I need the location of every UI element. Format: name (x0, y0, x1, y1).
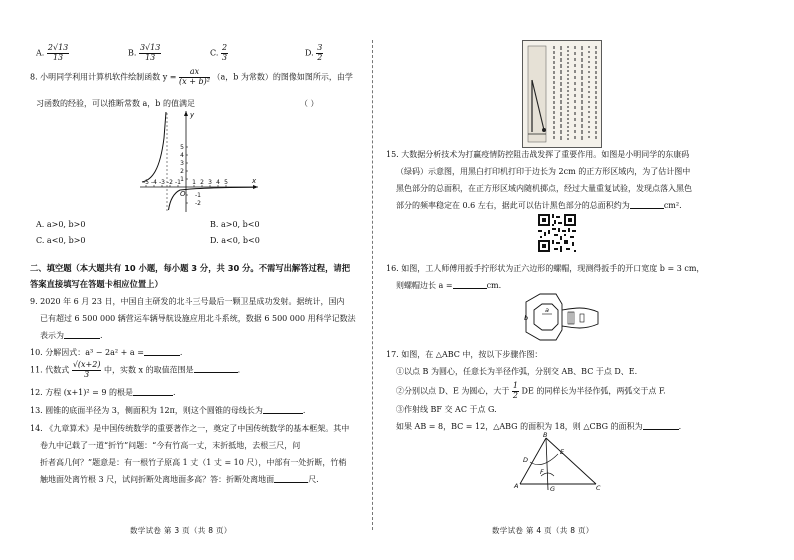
q17-line1: 17. 如图，在 △ABC 中，按以下步骤作图： (386, 350, 543, 359)
q8-option-a: A. a>0, b>0 (36, 220, 86, 229)
y-tick-label: 1 (180, 176, 184, 183)
q8-answer-paren: （ ） (300, 99, 319, 108)
q16-answer-blank[interactable] (453, 281, 487, 289)
y-tick-label: 4 (180, 152, 184, 159)
q9-line1: 9. 2020 年 6 月 23 日，中国自主研发的北斗三号最后一颗卫星成功发射。据统计，国内 (30, 297, 345, 306)
q7-option-a: A. $\frac{2√13}{13}$ (36, 43, 69, 62)
y-tick-label: 3 (180, 160, 184, 167)
q13: 13. 圆锥的底面半径为 3，侧面积为 12π，则这个圆锥的母线长为 . (30, 406, 306, 415)
q9-answer-blank[interactable] (64, 331, 100, 339)
x-tick-label: -4 (151, 179, 157, 186)
q8-option-b: B. a>0, b<0 (210, 220, 260, 229)
x-tick-label: 3 (208, 179, 212, 186)
x-tick-label: 5 (224, 179, 228, 186)
q17-line-final: 如果 AB = 8，BC = 12，△ABG 的面积为 18，则 △CBG 的面积为 . (396, 422, 682, 431)
q12: 12. 方程 (x+1)² = 9 的根是 . (30, 388, 176, 397)
label-C: C (596, 484, 601, 492)
x-tick-label: 4 (216, 179, 220, 186)
section-2-title: 二、填空题（本大题共有 10 小题，每小题 3 分，共 30 分。不需写出解答过程，请把答案直接填写在答题卡相应位置上） (30, 263, 350, 289)
page-footer-right: 数学试卷 第 4 页（共 8 页） (492, 526, 594, 535)
y-tick-label: -2 (195, 200, 201, 207)
x-tick-label: -1 (175, 179, 181, 186)
q8-stem-line2: 习函数的经验，可以推断常数 a，b 的值满足 (36, 99, 195, 108)
y-tick-label: -1 (195, 192, 201, 199)
label-a: a (545, 306, 549, 314)
label-A: A (514, 482, 519, 490)
q14-line1: 14. 《九章算术》是中国传统数学的重要著作之一，奠定了中国传统数学的基本框架。其中 (30, 424, 350, 433)
origin-label: O (180, 190, 186, 198)
q14-line2: 卷九中记载了一道“折竹”问题：“今有竹高一丈，末折抵地，去根三尺，问 (40, 441, 301, 450)
q14-answer-blank[interactable] (274, 475, 308, 483)
y-axis-arrow (184, 111, 188, 116)
label-F: F (540, 468, 544, 476)
q10-answer-blank[interactable] (144, 348, 180, 356)
x-tick-label: 2 (200, 179, 204, 186)
label-D: D (523, 456, 529, 464)
q15-line4: 部分的频率稳定在 0.6 左右，据此可以估计黑色部分的总面积约为 cm². (396, 201, 682, 210)
page-divider (372, 40, 373, 530)
curve-left-branch (142, 112, 166, 182)
q12-answer-blank[interactable] (133, 388, 173, 396)
q8-function-graph (140, 108, 262, 214)
x-tick-label: 1 (192, 179, 196, 186)
y-axis-label: y (190, 111, 195, 119)
q14-line4: 触地面处离竹根 3 尺，试问折断处离地面多高？答：折断处离地面 尺. (40, 475, 319, 484)
y-tick-label: 5 (180, 144, 184, 151)
q11: 11. 代数式 $\frac{√(x+2)}{3}$ 中，实数 x 的取值范围是 . (30, 360, 241, 379)
q7-option-b: B. $\frac{3√13}{13}$ (128, 43, 161, 62)
health-qr-code (536, 212, 578, 254)
wrench-hexnut-figure (522, 290, 602, 344)
q10: 10. 分解因式：a³ − 2a² + a = . (30, 348, 183, 357)
q7-option-d: D. $\frac{3}{2}$ (305, 43, 323, 62)
q13-answer-blank[interactable] (263, 406, 303, 414)
q9-line2: 已有超过 6 500 000 辆营运车辆导航设施应用北斗系统，数据 6 500 000 用科学记数法 (40, 314, 356, 323)
q17-answer-blank[interactable] (643, 422, 679, 430)
y-tick-label: 2 (180, 168, 184, 175)
bamboo-illustration (522, 40, 602, 148)
q15-line2: （绿码）示意图，用黑白打印机打印于边长为 2cm 的正方形区域内，为了估计图中 (396, 167, 691, 176)
q11-answer-blank[interactable] (194, 365, 238, 373)
x-axis-label: x (252, 177, 257, 185)
q8-option-d: D. a<0, b<0 (210, 236, 260, 245)
q7-option-c: C. $\frac{2}{3}$ (210, 43, 228, 62)
label-E: E (560, 448, 565, 456)
q9-line3: 表示为 . (40, 331, 103, 340)
label-B: B (543, 432, 548, 439)
q15-line1: 15. 大数据分析技术为打赢疫情防控阻击战发挥了重要作用。如图是小明同学的东康码 (386, 150, 690, 159)
page-footer-left: 数学试卷 第 3 页（共 8 页） (130, 526, 232, 535)
label-b: b (524, 314, 529, 322)
q14-line3: 折者高几何？”题意是：有一根竹子原高 1 丈（1 丈 = 10 尺），中部有一处折断，竹梢 (40, 458, 347, 467)
q17-step3: ③作射线 BF 交 AC 于点 G. (396, 405, 497, 414)
q17-step2: ②分别以点 D、E 为圆心，大于 $\frac{1}{2}$ DE 的同样长为半径作弧，两弧交于点 F. (396, 381, 666, 400)
triangle-abc-figure (508, 432, 604, 492)
x-tick-label: -2 (167, 179, 173, 186)
x-tick-label: -3 (159, 179, 165, 186)
q15-line3: 黑色部分的总面积，在正方形区域内随机掷点，经过大量重复试验，发现点落入黑色 (396, 184, 692, 193)
q8-option-c: C. a<0, b>0 (36, 236, 86, 245)
label-G: G (550, 485, 556, 492)
q16-line2: 则螺帽边长 a = cm. (396, 281, 502, 290)
q8-stem-line1: 8. 小明同学利用计算机软件绘制函数 y = $\frac{ax}{\text{(x + b)²}}$ （a，b 为常数）的图像如图所示，由学 (30, 67, 353, 86)
q16-line1: 16. 如图，工人师傅用扳手拧形状为正六边形的螺帽，现测得扳手的开口宽度 b = 3 cm， (386, 264, 705, 273)
q17-step1: ①以点 B 为圆心，任意长为半径作弧，分别交 AB、BC 于点 D、E. (396, 367, 638, 376)
q15-answer-blank[interactable] (630, 201, 664, 209)
x-tick-label: -5 (143, 179, 149, 186)
